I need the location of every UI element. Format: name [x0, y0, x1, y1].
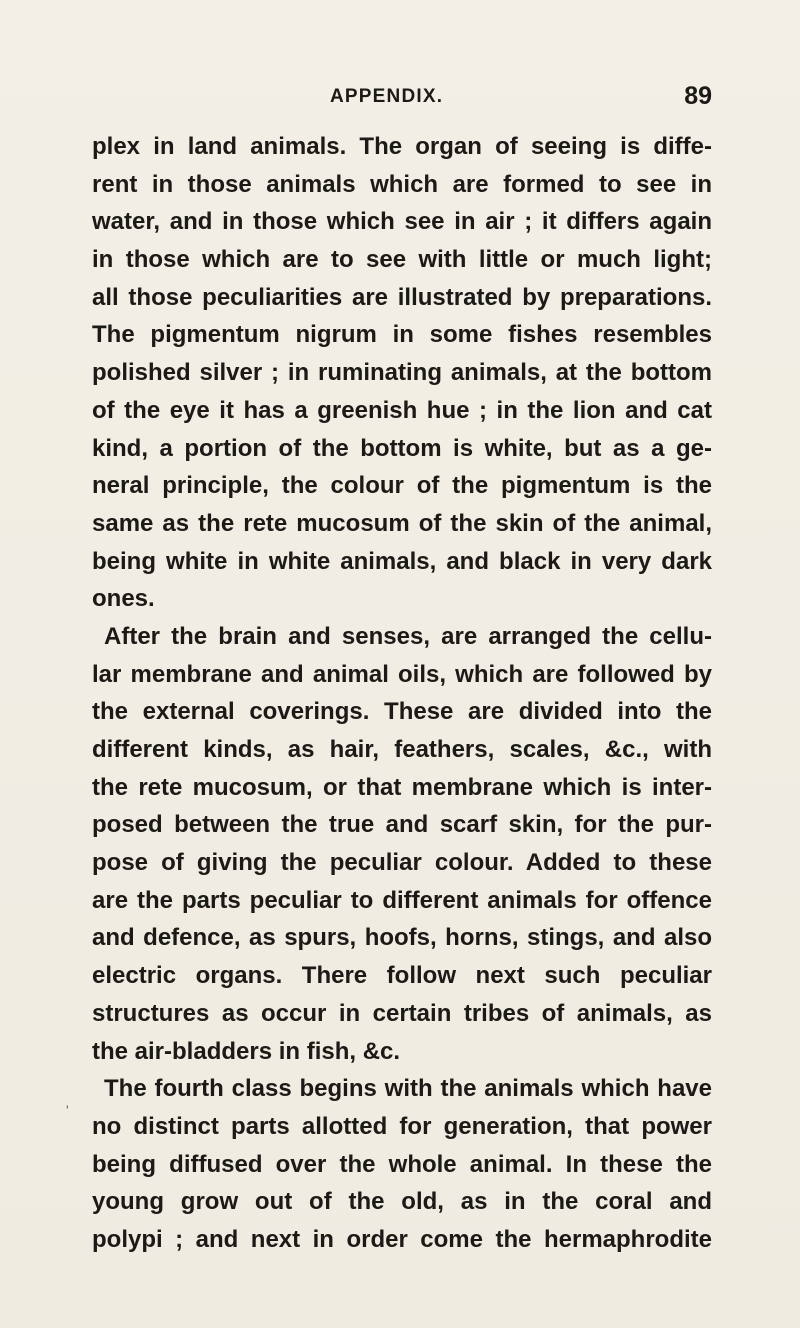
text-line: same as the rete mucosum of the skin of the animal,: [92, 509, 712, 537]
text-line: pose of giving the peculiar colour. Added to these: [92, 849, 712, 877]
text-line: the rete mucosum, or that membrane which is inter-: [92, 773, 712, 801]
text-line: neral principle, the colour of the pigmentum is the: [92, 472, 712, 500]
text-line: no distinct parts allotted for generation, that power: [92, 1112, 712, 1140]
text-line: The pigmentum nigrum in some fishes resembles: [92, 321, 712, 349]
text-line: electric organs. There follow next such peculiar: [92, 962, 712, 990]
text-line: being white in white animals, and black in very dark: [92, 547, 712, 575]
text-line: plex in land animals. The organ of seeing is diffe-: [92, 133, 712, 160]
text-line: the external coverings. These are divided into the: [92, 698, 712, 726]
text-line: all those peculiarities are illustrated by preparations.: [92, 283, 712, 311]
running-head: APPENDIX.: [330, 86, 444, 107]
text-line: and defence, as spurs, hoofs, horns, stings, and also: [92, 924, 712, 952]
text-line: kind, a portion of the bottom is white, but as a ge-: [92, 434, 712, 462]
text-line: rent in those animals which are formed to see in: [92, 170, 712, 198]
text-line: are the parts peculiar to different animals for offence: [92, 886, 712, 914]
page-number: 89: [684, 82, 712, 110]
paragraph-end-line: ones.: [92, 585, 155, 613]
paragraph-end-line: the air-bladders in fish, &c.: [92, 1037, 401, 1065]
text-line: lar membrane and animal oils, which are followed by: [92, 660, 712, 688]
print-speck: ': [66, 1102, 69, 1118]
text-line: of the eye it has a greenish hue ; in the lion and cat: [92, 396, 712, 424]
body-text: [92, 128, 712, 1259]
text-line: polished silver ; in ruminating animals, at the bottom: [92, 359, 712, 387]
paragraph-start-line: After the brain and senses, are arranged the cellu-: [104, 622, 712, 650]
text-line: polypi ; and next in order come the hermaphrodite: [92, 1225, 712, 1253]
paragraph-start-line: The fourth class begins with the animals which have: [104, 1075, 712, 1103]
text-line: different kinds, as hair, feathers, scales, &c., with: [92, 736, 712, 763]
text-line: in those which are to see with little or much light;: [92, 246, 712, 274]
text-line: being diffused over the whole animal. In these the: [92, 1150, 712, 1178]
text-line: structures as occur in certain tribes of animals, as: [92, 999, 712, 1027]
text-line: young grow out of the old, as in the coral and: [92, 1188, 712, 1216]
text-line: water, and in those which see in air ; it differs again: [92, 208, 712, 236]
text-line: posed between the true and scarf skin, for the pur-: [92, 811, 712, 839]
page-header: [92, 82, 712, 116]
